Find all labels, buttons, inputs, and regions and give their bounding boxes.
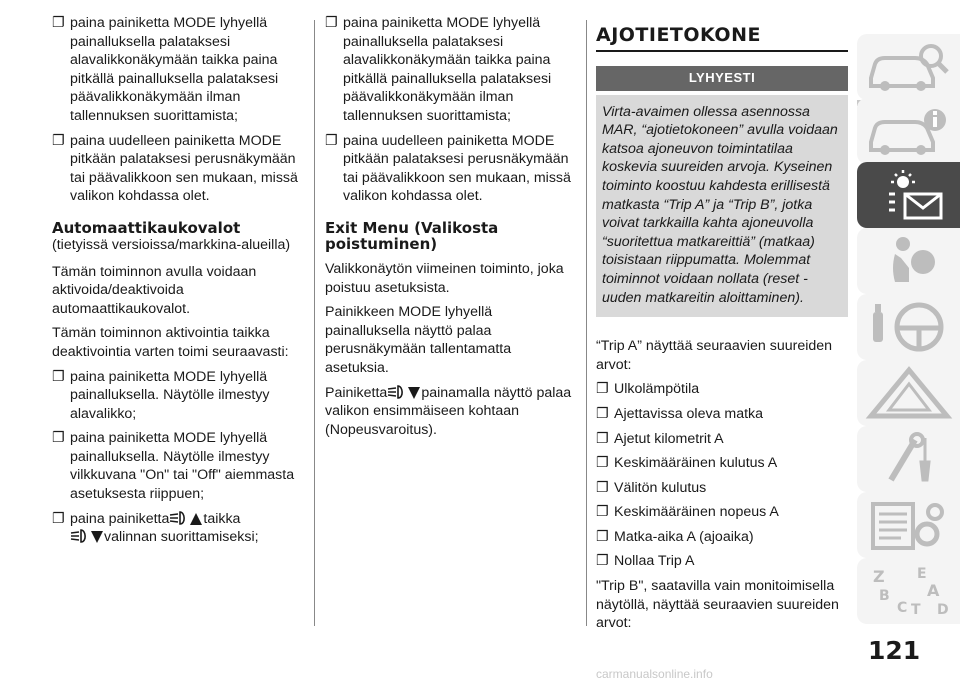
list-item: ❐ Keskimääräinen nopeus A [596,504,779,521]
paragraph: "Trip B", saatavilla vain monitoimisella näytöllä, näyttää seuraavien suureiden arvot: [596,578,839,632]
tab-vehicle-knowledge[interactable] [857,34,960,100]
list-item: ❐ Matka-aika A (ajoaika) [596,528,754,545]
list-item: ❐ Nollaa Trip A [596,553,695,570]
list-item: ❐ Keskimääräinen kulutus A [596,455,778,472]
warning-triangle-icon [865,366,953,420]
list-item: ❐ Välitön kulutus [596,479,707,496]
headlight-icon [387,384,407,400]
airbag-person-icon [865,234,953,288]
column-divider [314,20,315,626]
section-heading-exit-menu: Exit Menu (Valikosta poistuminen) [325,218,499,253]
headlight-icon [169,510,189,526]
warning-light-message-icon [865,168,953,222]
paragraph: Painikkeen MODE lyhyellä painalluksella näyttö palaa perusnäkymään tallentamatta asetuksia. [325,304,512,376]
list-item: ❐ paina painiketta MODE lyhyellä painalluksella palataksesi alavalikkonäkymään taikka paina pitkällä painalluksella palataksesi päävalikkonäkymään ilman tallennuksen suorittamista; [325,15,552,124]
list-item: ❐ paina painiketta MODE lyhyellä painalluksella. Näytölle ilmestyy vilkkuvana "On" tai "Off" aiemmasta asetuksesta riippuen; [52,430,295,503]
footer-watermark: carmanualsonline.info [596,667,713,681]
svg-text:D: D [937,602,949,618]
paragraph: Valikkonäytön viimeinen toiminto, joka poistuu asetuksista. [325,260,564,296]
svg-text:Z: Z [873,567,885,586]
column-divider [586,20,587,626]
paragraph: Painiketta painamalla näyttö palaa valikon ensimmäiseen kohtaan (Nopeusvaroitus). [325,384,572,438]
tab-vehicle-info[interactable] [857,98,960,164]
svg-text:E: E [917,566,927,582]
list-item: ❐ paina uudelleen painiketta MODE pitkään palataksesi perusnäkymään tai päävalikkoon sen mukaan, missä valikon kohdassa olet. [325,132,571,205]
tab-safety[interactable] [857,228,960,294]
car-info-icon [865,104,953,158]
arrow-down-icon [407,386,421,400]
svg-text:B: B [879,588,890,604]
car-search-icon [865,40,953,94]
trip-a-list [596,380,848,571]
list-item: ❐ Ajetut kilometrit A [596,430,724,447]
tab-starting-driving[interactable] [857,294,960,360]
section-subheading: (tietyissä versioissa/markkina-alueilla) [52,236,291,253]
headlight-icon [70,528,90,544]
list-item: ❐ paina painiketta MODE lyhyellä painalluksella. Näytölle ilmestyy alavalikko; [52,368,270,422]
tab-dashboard-warnings[interactable] [857,162,960,228]
list-item: ❐ paina painiketta MODE lyhyellä painalluksella palataksesi alavalikkonäkymään taikka paina pitkällä painalluksella palataksesi päävalikkonäkymään ilman tallennuksen suorittamista; [52,15,279,124]
arrow-up-icon [189,512,203,526]
svg-text:C: C [897,600,908,616]
tab-maintenance[interactable] [857,426,960,492]
paragraph: Tämän toiminnon aktivointia taikka deaktivointia varten toimi seuraavasti: [52,325,289,360]
svg-text:A: A [927,581,940,600]
tab-index[interactable] [857,558,960,624]
list-item: ❐ Ajettavissa oleva matka [596,405,764,422]
column-3 [596,14,848,639]
list-item: ❐ Ulkolämpötila [596,381,700,398]
tab-emergency[interactable] [857,360,960,426]
alphabet-index-icon [865,564,953,618]
tab-technical-data[interactable] [857,492,960,558]
specs-gear-icon [865,498,953,552]
chapter-title: AJOTIETOKONE [596,24,848,52]
summary-note: Virta-avaimen ollessa asennossa MAR, “ajotietokoneen” avulla voidaan katsoa ajoneuvon toimintatilaa koskevia suureiden arvoja. Kyseinen toiminto koostuu kahdesta erillisestä matkasta “Trip A” ja “Trip B”, jotka voivat tarkkailla kahta ajoneuvolla “suoritettua matkareittiä” (matkaa) toisistaan riippumatta. Molemmat toiminnot voidaan nollata (reset - uuden matkareitin aloittaminen). [596,95,848,318]
paragraph: Tämän toiminnon avulla voidaan aktivoida/deaktivoida automaattikaukovalot. [52,263,257,317]
paragraph: “Trip A” näyttää seuraavien suureiden arvot: [596,338,833,373]
column-1 [52,14,304,553]
svg-text:T: T [911,602,921,618]
wrench-screwdriver-icon [865,432,953,486]
arrow-down-icon [90,530,104,544]
list-item: ❐ paina uudelleen painiketta MODE pitkään palataksesi perusnäkymään tai päävalikkoon sen mukaan, missä valikon kohdassa olet. [52,132,298,205]
page-number: 121 [868,636,921,665]
section-heading-auto-high-beam: Automaattikaukovalot [52,218,241,237]
list-item: ❐ paina painiketta taikka valinnan suorittamiseksi; [52,510,259,546]
column-2 [325,14,577,445]
steering-wheel-icon [865,300,953,354]
summary-band: LYHYESTI [596,66,848,91]
